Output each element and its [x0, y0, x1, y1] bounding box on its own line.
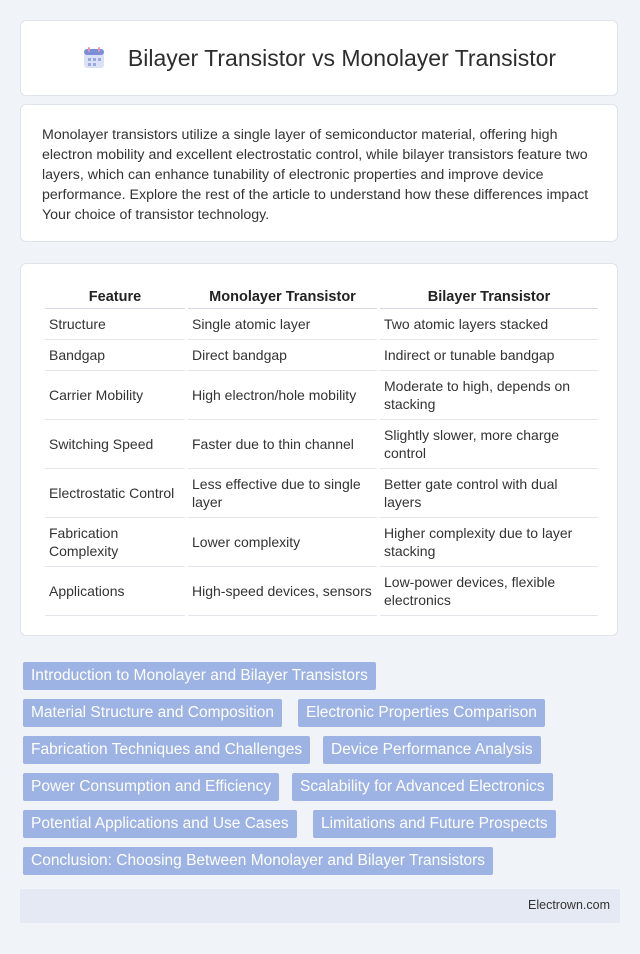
table-cell: Structure: [45, 309, 185, 340]
comparison-card: [20, 263, 618, 636]
table-cell: Lower complexity: [188, 518, 377, 567]
table-cell: High electron/hole mobility: [188, 371, 377, 420]
table-row: [45, 469, 598, 518]
comparison-table: [42, 286, 601, 616]
table-cell: Switching Speed: [45, 420, 185, 469]
calendar-icon: [82, 46, 106, 70]
table-cell: Slightly slower, more charge control: [380, 420, 598, 469]
intro-card: [20, 104, 618, 242]
page-title: Bilayer Transistor vs Monolayer Transistor: [127, 44, 557, 71]
table-cell: Higher complexity due to layer stacking: [380, 518, 598, 567]
column-header: Monolayer Transistor: [188, 286, 377, 309]
table-cell: Better gate control with dual layers: [380, 469, 598, 518]
topic-tag-introduction[interactable]: Introduction to Monolayer and Bilayer Transistors: [23, 662, 376, 690]
topic-tag-scalability[interactable]: Scalability for Advanced Electronics: [292, 773, 553, 801]
table-cell: Moderate to high, depends on stacking: [380, 371, 598, 420]
table-cell: Single atomic layer: [188, 309, 377, 340]
table-header-row: [45, 286, 598, 309]
topic-tag-power-consumption[interactable]: Power Consumption and Efficiency: [23, 773, 279, 801]
table-row: [45, 518, 598, 567]
table-cell: Less effective due to single layer: [188, 469, 377, 518]
table-row: [45, 371, 598, 420]
table-cell: Bandgap: [45, 340, 185, 371]
topic-tag-fabrication[interactable]: Fabrication Techniques and Challenges: [23, 736, 310, 764]
footer: [20, 889, 620, 923]
table-cell: Two atomic layers stacked: [380, 309, 598, 340]
table-row: [45, 420, 598, 469]
table-row: [45, 309, 598, 340]
column-header: Bilayer Transistor: [380, 286, 598, 309]
table-cell: Applications: [45, 567, 185, 616]
table-cell: Indirect or tunable bandgap: [380, 340, 598, 371]
topic-tag-applications[interactable]: Potential Applications and Use Cases: [23, 810, 297, 838]
column-header: Feature: [45, 286, 185, 309]
topic-tag-material-structure[interactable]: Material Structure and Composition: [23, 699, 282, 727]
table-row: [45, 340, 598, 371]
table-cell: Electrostatic Control: [45, 469, 185, 518]
intro-paragraph: Monolayer transistors utilize a single layer of semiconductor material, offering high electron mobility and excellent electrostatic control, while bilayer transistors feature two layers, which can enhance tunability of electronic properties and improve device performance. Explore the rest of the article to understand how these differences impact Your choice of transistor technology.: [42, 127, 589, 223]
table-row: [45, 567, 598, 616]
topic-tag-electronic-properties[interactable]: Electronic Properties Comparison: [298, 699, 545, 727]
table-cell: Carrier Mobility: [45, 371, 185, 420]
table-cell: Low-power devices, flexible electronics: [380, 567, 598, 616]
table-cell: High-speed devices, sensors: [188, 567, 377, 616]
table-cell: Faster due to thin channel: [188, 420, 377, 469]
topic-tag-limitations[interactable]: Limitations and Future Prospects: [313, 810, 556, 838]
topic-tag-conclusion[interactable]: Conclusion: Choosing Between Monolayer and Bilayer Transistors: [23, 847, 493, 875]
footer-site-link[interactable]: Electrown.com: [528, 898, 610, 912]
title-card: [20, 20, 618, 96]
table-cell: Direct bandgap: [188, 340, 377, 371]
topic-tag-device-performance[interactable]: Device Performance Analysis: [323, 736, 541, 764]
table-cell: Fabrication Complexity: [45, 518, 185, 567]
